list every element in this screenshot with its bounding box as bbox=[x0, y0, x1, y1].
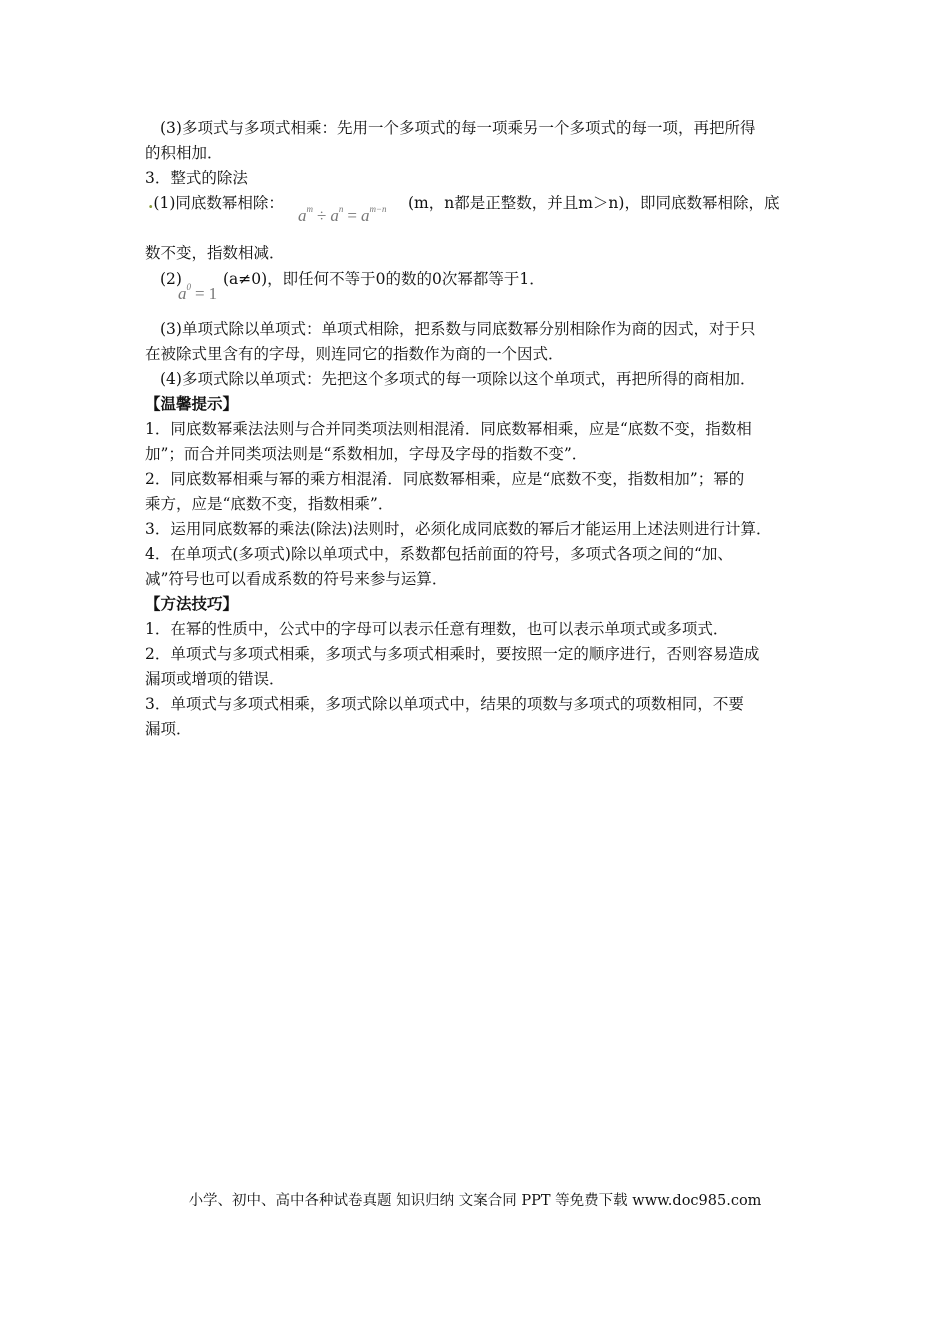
method3-line2: 漏项． bbox=[145, 720, 192, 738]
tip2-line2: 乘方，应是“底数不变，指数相乘”． bbox=[145, 495, 394, 513]
tip2-line1: 2．同底数幂相乘与幂的乘方相混淆．同底数幂相乘，应是“底数不变，指数相加”；幂的 bbox=[145, 470, 745, 488]
tip3-line: 3．运用同底数幂的乘法(除法)法则时，必须化成同底数的幂后才能运用上述法则进行计算． bbox=[145, 520, 772, 538]
rule2-text: (a≠0)，即任何不等于0的数的0次幂都等于1． bbox=[223, 270, 545, 288]
division-heading: 3．整式的除法 bbox=[145, 169, 248, 187]
poly-poly-rule-line2: 的积相加． bbox=[145, 144, 223, 162]
tip4-line1: 4．在单项式(多项式)除以单项式中，系数都包括前面的符号，多项式各项之间的“加、 bbox=[145, 545, 733, 563]
rule2-formula: $a^0 = 1$ bbox=[178, 282, 218, 303]
rule1-label: (1)同底数幂相除： bbox=[153, 194, 284, 212]
tip1-line1: 1．同底数幂乘法法则与合并同类项法则相混淆．同底数幂相乘，应是“底数不变，指数相 bbox=[145, 420, 752, 438]
rule1-formula: $a^m \div a^n = a^{m-n}$ bbox=[298, 204, 387, 225]
rule3-line1: (3)单项式除以单项式：单项式相除，把系数与同底数幂分别相除作为商的因式，对于只 bbox=[160, 320, 756, 338]
poly-poly-rule-line1: (3)多项式与多项式相乘：先用一个多项式的每一项乘另一个多项式的每一项，再把所得 bbox=[160, 119, 756, 137]
method2-line1: 2．单项式与多项式相乘，多项式与多项式相乘时，要按照一定的顺序进行，否则容易造成 bbox=[145, 645, 760, 663]
tips-heading: 【温馨提示】 bbox=[145, 394, 239, 413]
method2-line2: 漏项或增项的错误． bbox=[145, 670, 285, 688]
bullet-dot: . bbox=[148, 193, 154, 212]
rule2-label: (2) bbox=[160, 270, 182, 288]
rule1-condition: (m，n都是正整数，并且m＞n)，即同底数幂相除，底 bbox=[408, 194, 780, 212]
methods-heading: 【方法技巧】 bbox=[145, 594, 239, 613]
method1-line: 1．在幂的性质中，公式中的字母可以表示任意有理数，也可以表示单项式或多项式． bbox=[145, 620, 729, 638]
method3-line1: 3．单项式与多项式相乘，多项式除以单项式中，结果的项数与多项式的项数相同，不要 bbox=[145, 695, 744, 713]
rule3-line2: 在被除式里含有的字母，则连同它的指数作为商的一个因式． bbox=[145, 345, 564, 363]
tip1-line2: 加”；而合并同类项法则是“系数相加，字母及字母的指数不变”． bbox=[145, 445, 588, 463]
tip4-line2: 减”符号也可以看成系数的符号来参与运算． bbox=[145, 570, 448, 588]
rule1-continuation: 数不变，指数相减． bbox=[145, 244, 285, 262]
page-footer: 小学、初中、高中各种试卷真题 知识归纳 文案合同 PPT 等免费下载 www.doc985.com bbox=[188, 1193, 762, 1209]
rule4-line: (4)多项式除以单项式：先把这个多项式的每一项除以这个单项式，再把所得的商相加． bbox=[160, 370, 756, 388]
